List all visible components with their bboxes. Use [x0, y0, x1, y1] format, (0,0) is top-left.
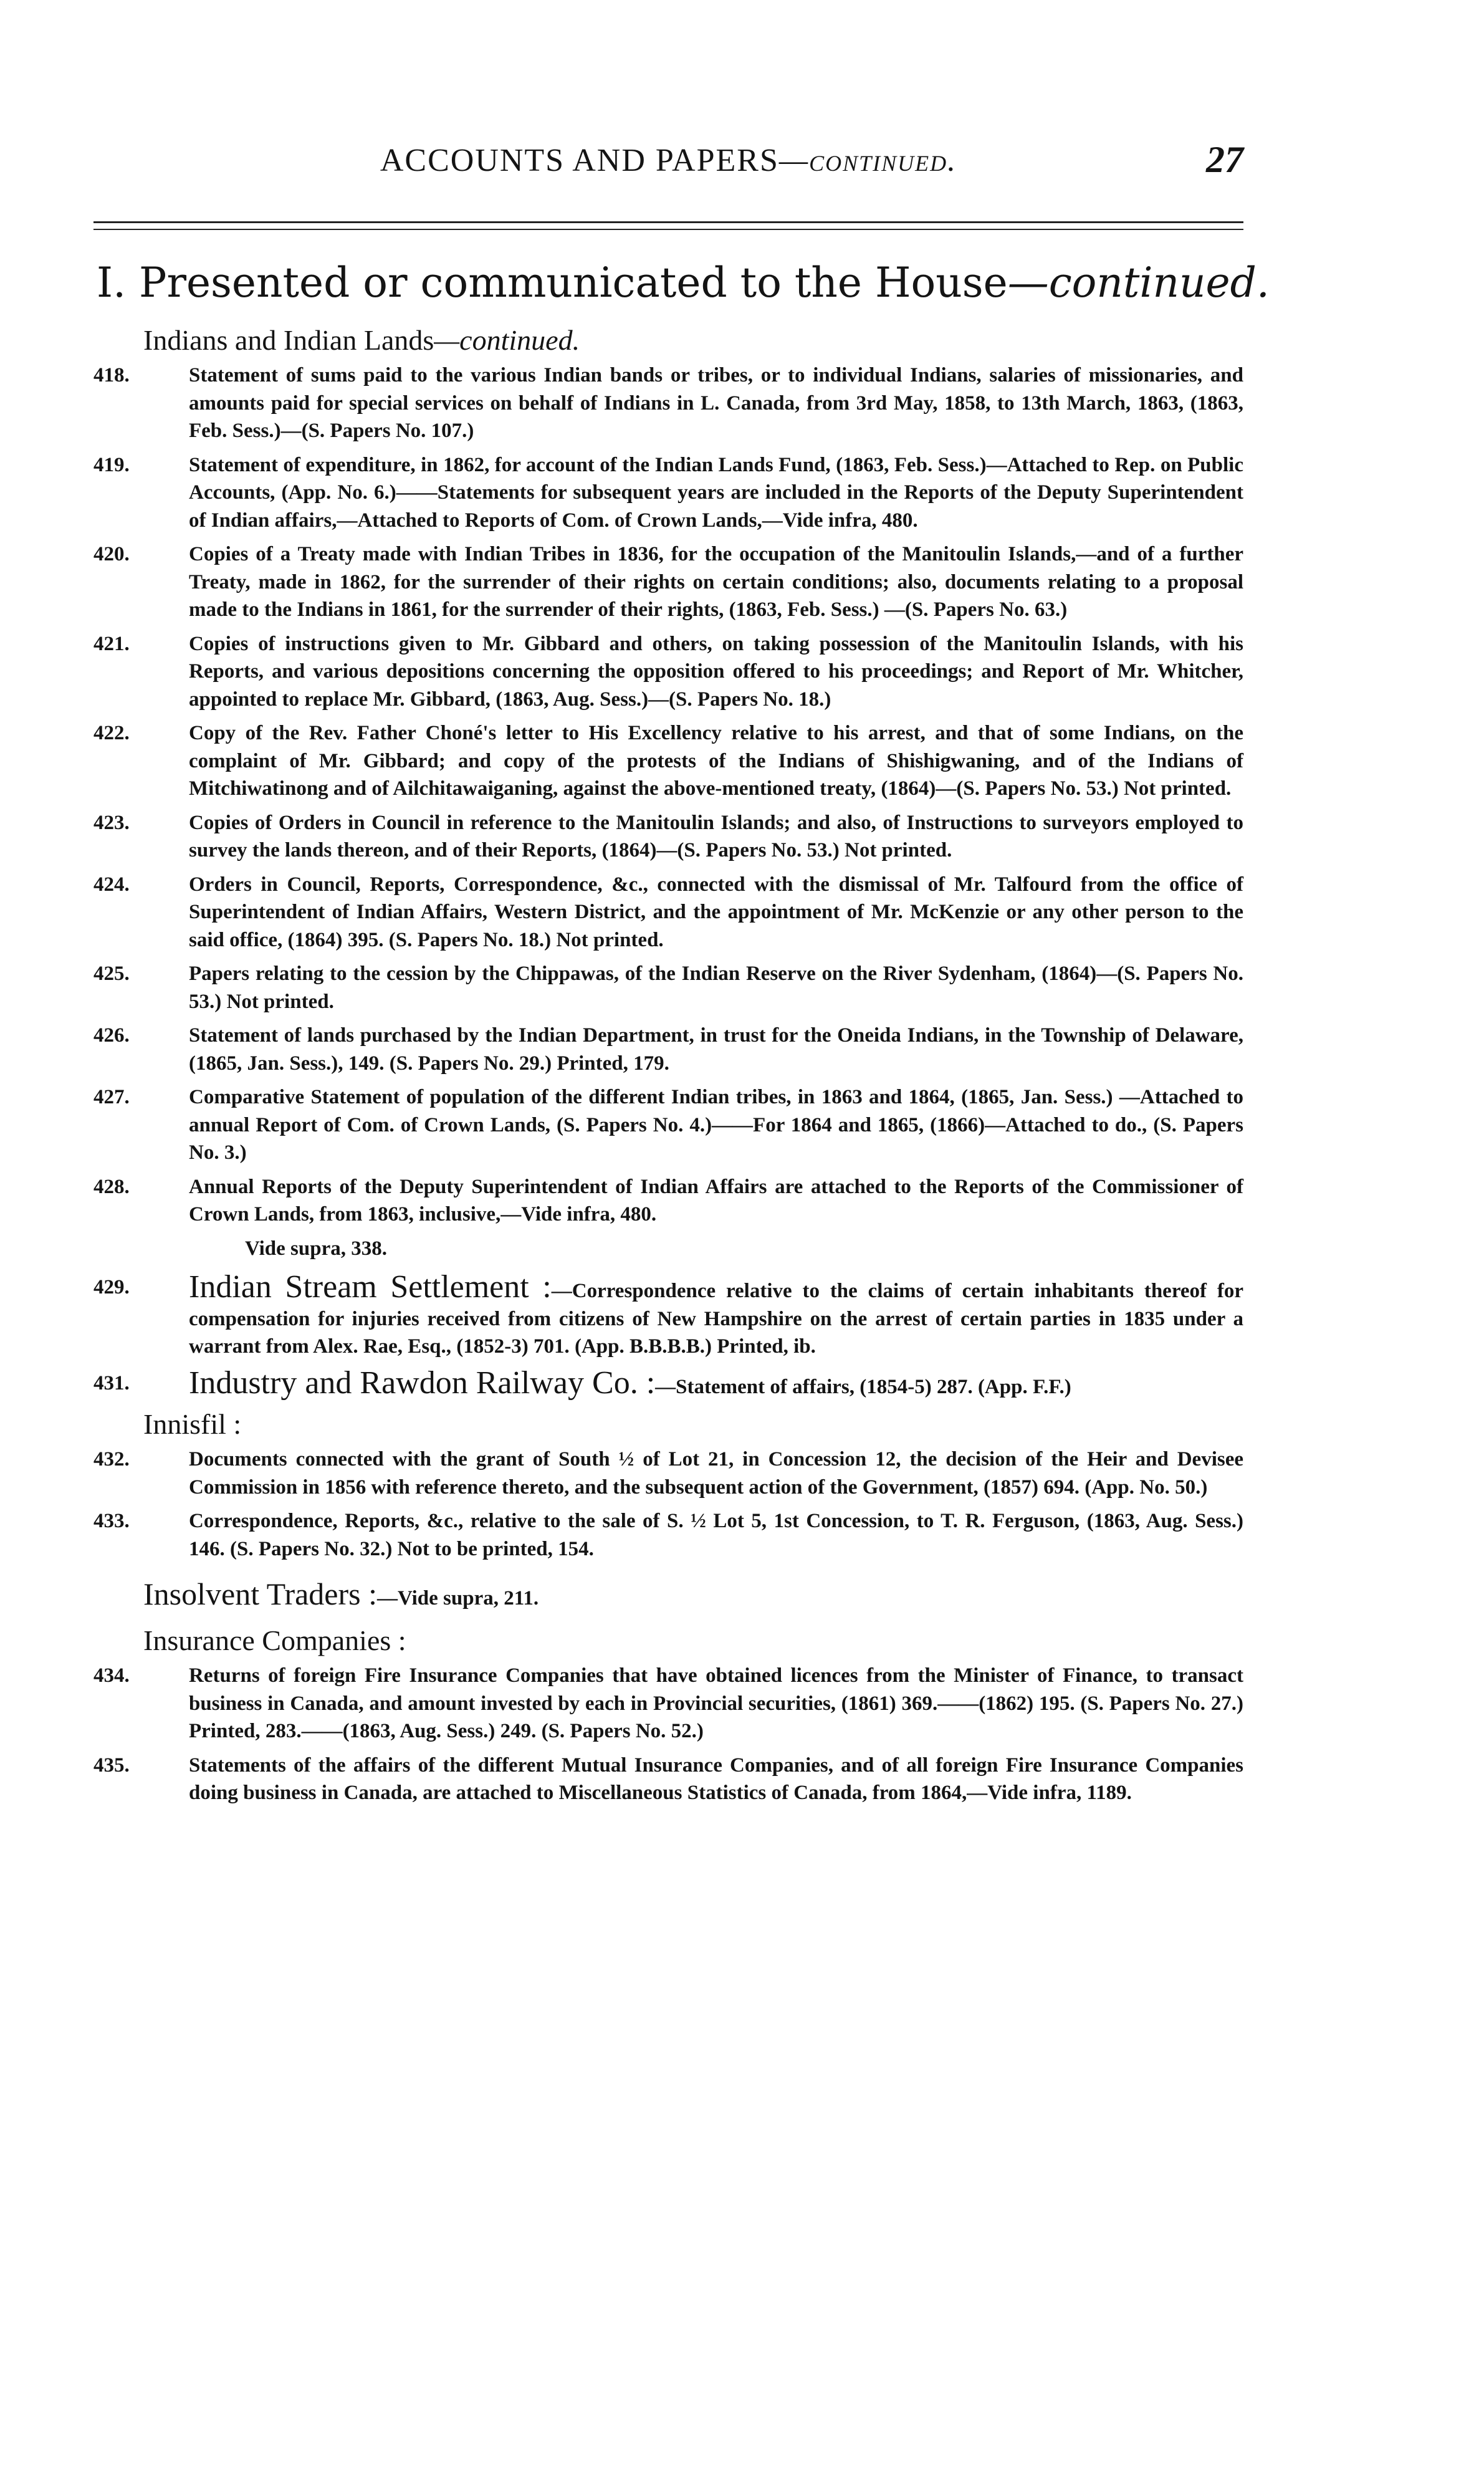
entry-text: —Correspondence relative to the claims of certain inhabitants thereof for compensation for injuries received from citizens of New Hampshire on the arrest of certain parties in 1835 under a warrant from Alex. Rae, Esq., (1852-3) 701. (App. B.B.B.B.) Printed, ib.	[189, 1280, 1243, 1358]
entry-419	[93, 451, 1243, 535]
topic-insolvent-traders	[143, 1575, 1243, 1617]
entry-423	[93, 809, 1243, 865]
entry-text: Copies of instructions given to Mr. Gibbard and others, on taking possession of the Manitoulin Islands, with his Reports, and various depositions concerning the opposition offered to his proceedings; and Report of Mr. Whitcher, appointed to replace Mr. Gibbard, (1863, Aug. Sess.)—(S. Papers No. 18.)	[189, 632, 1243, 711]
entry-text: Statement of sums paid to the various Indian bands or tribes, or to individual Indians, salaries of missionaries, and amounts paid for special services on behalf of Indians in L. Canada, from 3rd May, 1858, to 13th March, 1863, (1863, Feb. Sess.)—(S. Papers No. 107.)	[189, 364, 1243, 442]
entry-number: 422.	[93, 722, 130, 744]
entry-text: Papers relating to the cession by the Chippawas, of the Indian Reserve on the River Sydenham, (1864)—(S. Papers No. 53.) Not printed.	[189, 962, 1243, 1013]
vide-supra-reference: Vide supra, 338.	[245, 1237, 387, 1260]
entry-text: Orders in Council, Reports, Correspondence, &c., connected with the dismissal of Mr. Talfourd from the office of Superintendent of Indian Affairs, Western District, and the appointment of Mr. McKenzie or any other person to the said office, (1864) 395. (S. Papers No. 18.) Not printed.	[189, 873, 1243, 951]
topic-indians-continued: —continued.	[434, 324, 580, 356]
entry-418	[93, 362, 1243, 445]
entry-number: 424.	[93, 873, 130, 896]
entry-number: 433.	[93, 1510, 130, 1532]
entry-434	[93, 1662, 1243, 1745]
topic-indians	[143, 323, 1243, 358]
entry-number: 428.	[93, 1175, 130, 1198]
entry-text: Copies of a Treaty made with Indian Tribes in 1836, for the occupation of the Manitoulin Islands,—and of a further Treaty, made in 1862, for the surrender of their rights on certain conditions; also, documents relating to a proposal made to the Indians in 1861, for the surrender of their rights, (1863, Feb. Sess.) —(S. Papers No. 63.)	[189, 543, 1243, 621]
entry-number: 431.	[93, 1371, 130, 1394]
entry-number: 423.	[93, 811, 130, 834]
entry-number: 420.	[93, 543, 130, 565]
entry-number: 419.	[93, 453, 130, 476]
entry-heading: Industry and Rawdon Railway Co. :	[189, 1365, 656, 1401]
entry-number: 432.	[93, 1448, 130, 1471]
entry-number: 425.	[93, 962, 130, 985]
entry-text: Correspondence, Reports, &c., relative to the sale of S. ½ Lot 5, 1st Concession, to T. R. Ferguson, (1863, Aug. Sess.) 146. (S. Papers No. 32.) Not to be printed, 154.	[189, 1510, 1243, 1560]
entry-number: 426.	[93, 1024, 130, 1047]
entry-text: Documents connected with the grant of South ½ of Lot 21, in Concession 12, the decision of the Heir and Devisee Commission in 1856 with reference thereto, and the subsequent action of the Government, (1857) 694. (App. No. 50.)	[189, 1448, 1243, 1499]
index-content	[93, 318, 1243, 1813]
entry-heading: Indian Stream Settlement :	[189, 1269, 552, 1305]
entry-number: 435.	[93, 1754, 130, 1777]
entry-435	[93, 1752, 1243, 1807]
entry-number: 434.	[93, 1664, 130, 1687]
running-title-continued: —continued.	[778, 143, 957, 178]
entry-text: —Statement of affairs, (1854-5) 287. (App. F.F.)	[655, 1375, 1071, 1398]
topic-insurance-companies: Insurance Companies :	[143, 1624, 406, 1656]
entry-text: Copies of Orders in Council in reference to the Manitoulin Islands; and also, of Instructions to surveyors employed to survey the lands thereon, and of their Reports, (1864)—(S. Papers No. 53.) Not printed.	[189, 811, 1243, 861]
entry-text: Statements of the affairs of the different Mutual Insurance Companies, and of all foreign Fire Insurance Companies doing business in Canada, are attached to Miscellaneous Statistics of Canada, from 1864,—Vide infra, 1189.	[189, 1754, 1243, 1804]
header-rule-bottom	[93, 229, 1243, 230]
entry-426	[93, 1022, 1243, 1077]
entry-433	[93, 1507, 1243, 1563]
running-head	[93, 131, 1243, 187]
entry-420	[93, 540, 1243, 624]
running-title	[93, 142, 1243, 179]
entry-text: Annual Reports of the Deputy Superintendent of Indian Affairs are attached to the Reports of the Commissioner of Crown Lands, from 1863, inclusive,—Vide infra, 480.	[189, 1175, 1243, 1226]
entry-422	[93, 719, 1243, 803]
section-heading	[97, 259, 1270, 307]
entry-432	[93, 1446, 1243, 1501]
entry-431	[93, 1365, 1243, 1401]
header-rule-top	[93, 221, 1243, 223]
page-number: 27	[1206, 139, 1243, 180]
topic-insolvent-heading: Insolvent Traders :	[143, 1576, 377, 1611]
entry-428	[93, 1173, 1243, 1229]
entry-text: Returns of foreign Fire Insurance Companies that have obtained licences from the Minister of Finance, to transact business in Canada, and amount invested by each in Provincial securities, (1861) 369.——(1862) 195. (S. Papers No. 27.) Printed, 283.——(1863, Aug. Sess.) 249. (S. Papers No. 52.)	[189, 1664, 1243, 1742]
entry-424	[93, 871, 1243, 954]
section-heading-continued: —continued.	[1007, 259, 1270, 307]
topic-insolvent-reference: —Vide supra, 211.	[377, 1587, 539, 1610]
entry-425	[93, 960, 1243, 1015]
entry-text: Comparative Statement of population of the different Indian tribes, in 1863 and 1864, (1865, Jan. Sess.) —Attached to annual Report of Com. of Crown Lands, (S. Papers No. 4.)——For 1864 and 1865, (1866)—Attached to do., (S. Papers No. 3.)	[189, 1086, 1243, 1164]
running-title-main: ACCOUNTS AND PAPERS	[380, 143, 779, 178]
entry-number: 427.	[93, 1086, 130, 1108]
entry-421	[93, 630, 1243, 714]
entry-text: Copy of the Rev. Father Choné's letter to His Excellency relative to his arrest, and that of some Indians, on the complaint of Mr. Gibbard; and copy of the protests of the Indians of Shishigwaning, and of the Indians of Mitchiwatinong and of Ailchitawaiganing, against the above-mentioned treaty, (1864)—(S. Papers No. 53.) Not printed.	[189, 722, 1243, 800]
entry-427	[93, 1083, 1243, 1167]
entry-number: 421.	[93, 632, 130, 655]
entry-text: Statement of expenditure, in 1862, for account of the Indian Lands Fund, (1863, Feb. Sess.)—Attached to Rep. on Public Accounts, (App. No. 6.)——Statements for subsequent years are included in the Reports of the Deputy Superintendent of Indian affairs,—Attached to Reports of Com. of Crown Lands,—Vide infra, 480.	[189, 453, 1243, 532]
entry-text: Statement of lands purchased by the Indian Department, in trust for the Oneida Indians, in the Township of Delaware, (1865, Jan. Sess.), 149. (S. Papers No. 29.) Printed, 179.	[189, 1024, 1243, 1075]
entry-number: 429.	[93, 1276, 130, 1298]
section-heading-main: I. Presented or communicated to the House	[97, 259, 1008, 307]
topic-indians-main: Indians and Indian Lands	[143, 324, 434, 356]
topic-innisfil: Innisfil :	[143, 1408, 242, 1440]
entry-429	[93, 1269, 1243, 1361]
entry-number: 418.	[93, 364, 130, 386]
